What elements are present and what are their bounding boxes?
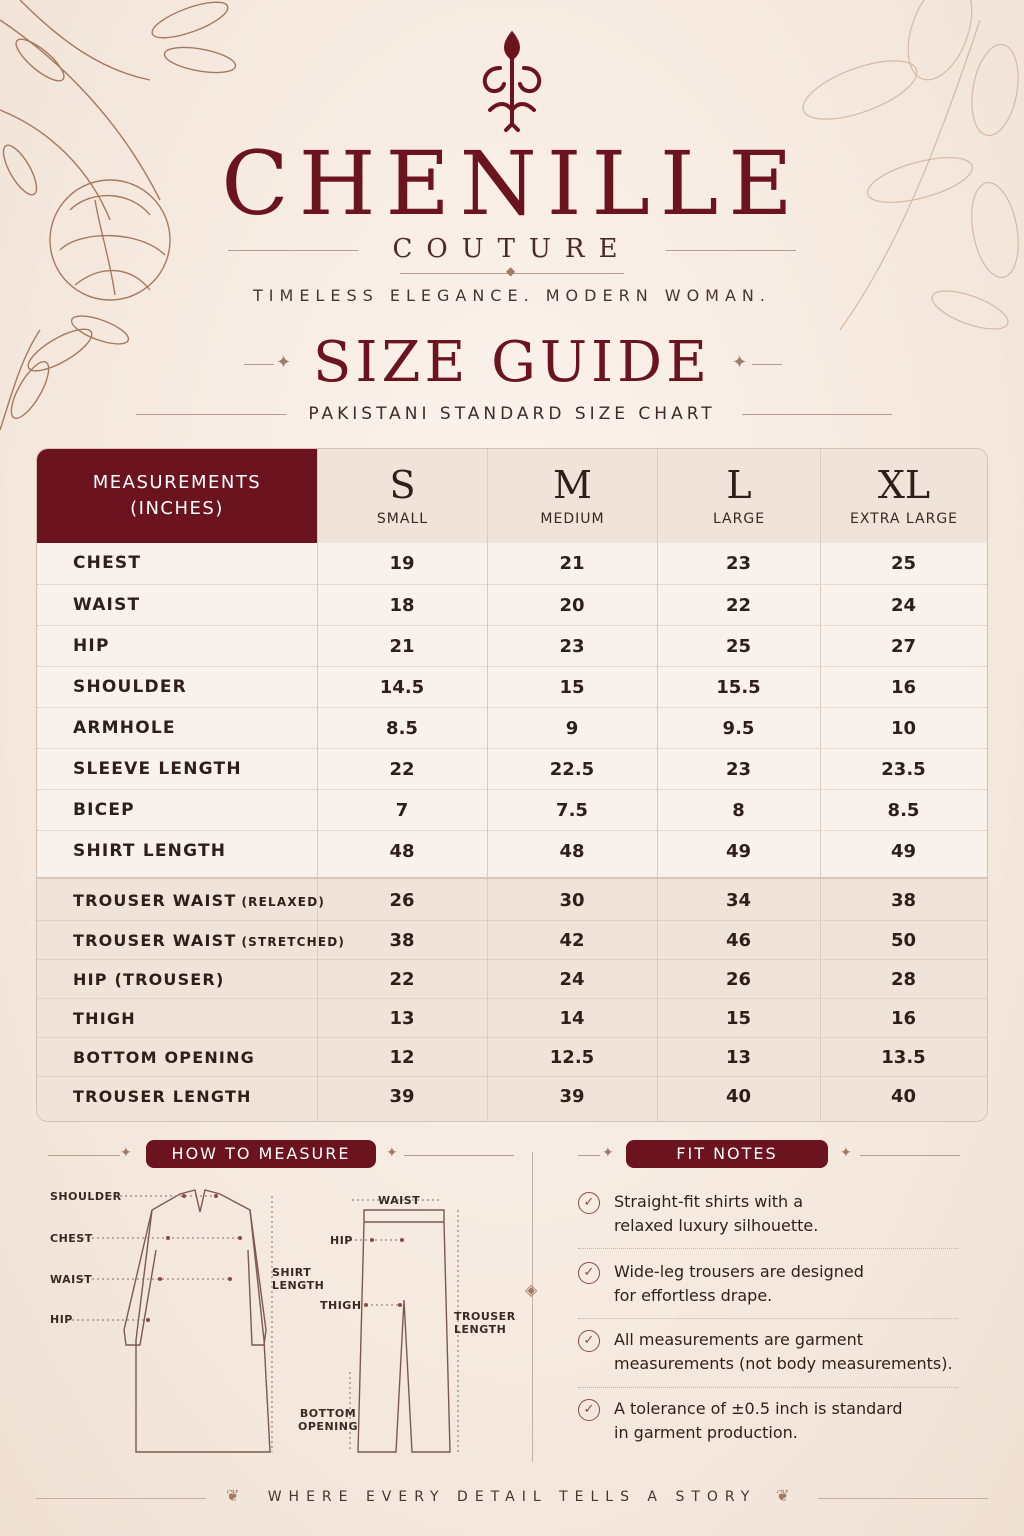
sparkle-icon: ✦ (386, 1145, 398, 1161)
size-value-cell: 15 (559, 677, 585, 698)
measure-rule-left (48, 1155, 120, 1156)
row-label-text: SHIRT LENGTH (73, 841, 227, 861)
chest-label: CHEST (50, 1232, 93, 1245)
size-value-cell: 22 (389, 969, 415, 990)
note-divider (578, 1387, 958, 1388)
row-label (73, 999, 136, 1039)
size-word: EXTRA LARGE (849, 511, 959, 527)
size-value-cell: 7.5 (556, 800, 588, 821)
size-value-cell: 12.5 (549, 1047, 595, 1068)
divider-ornament-icon: ◈ (525, 1280, 538, 1299)
row-label (73, 790, 135, 831)
size-value-cell: 24 (890, 595, 917, 616)
size-value-cell: 14 (559, 1008, 585, 1029)
size-value-cell: 10 (890, 718, 917, 739)
note-divider (578, 1318, 958, 1319)
size-value-cell: 40 (890, 1086, 917, 1107)
sparkle-icon: ✦ (602, 1145, 614, 1161)
page-subtitle: PAKISTANI STANDARD SIZE CHART (308, 404, 716, 424)
size-value-cell: 26 (389, 890, 415, 911)
row-label-text: TROUSER WAIST (73, 891, 237, 910)
thigh-label: THIGH (320, 1299, 362, 1312)
size-value-cell: 30 (559, 890, 585, 911)
row-label-text: TROUSER LENGTH (73, 1087, 252, 1106)
size-value-cell: 49 (725, 841, 752, 862)
fit-note-line: A tolerance of ±0.5 inch is standard (614, 1399, 903, 1418)
fit-note-item (578, 1190, 978, 1240)
size-value-cell: 15.5 (716, 677, 761, 698)
table-row (37, 789, 987, 830)
check-circle-icon: ✓ (578, 1330, 600, 1352)
sparkle-icon: ✦ (840, 1145, 852, 1161)
size-value-cell: 23 (559, 636, 585, 657)
size-value-cell: 16 (890, 1008, 917, 1029)
size-header-s (317, 449, 487, 543)
size-value-cell: 23.5 (881, 759, 926, 780)
size-value-cell: 42 (559, 930, 585, 951)
note-divider (578, 1248, 958, 1249)
brand-name: CHENILLE (221, 132, 803, 235)
fit-note-text (614, 1190, 818, 1238)
footer-rule-right (818, 1498, 988, 1499)
leaf-ornament-left-icon: ❦ (226, 1486, 240, 1505)
fit-note-line: relaxed luxury silhouette. (614, 1216, 819, 1235)
table-row (37, 543, 987, 584)
fit-note-text (614, 1397, 903, 1445)
size-value-cell: 39 (389, 1086, 415, 1107)
trouser-hip-label: HIP (330, 1234, 353, 1247)
size-value-cell: 39 (559, 1086, 585, 1107)
size-header-m (487, 449, 657, 543)
row-label (73, 881, 325, 922)
size-value-cell: 16 (890, 677, 917, 698)
size-value-cell: 25 (725, 636, 752, 657)
size-value-cell: 9 (565, 718, 579, 739)
waist-label: WAIST (50, 1273, 93, 1286)
title-rule-right (752, 364, 782, 365)
size-value-cell: 49 (890, 841, 917, 862)
garment-diagram-drawing (40, 1180, 520, 1470)
row-label (73, 626, 110, 667)
measurements-header-label: MEASUREMENTS (INCHES) (92, 472, 262, 519)
size-word: LARGE (712, 511, 766, 527)
table-row (37, 625, 987, 666)
table-row (37, 920, 987, 959)
size-chart-table (36, 448, 988, 1122)
row-label-text: SHOULDER (73, 677, 187, 697)
brand-monogram-logo (470, 28, 554, 132)
section-divider (532, 1152, 533, 1462)
fit-note-line: for effortless drape. (614, 1286, 773, 1305)
size-value-cell: 9.5 (722, 718, 755, 739)
fit-note-line: Straight-fit shirts with a (614, 1192, 804, 1211)
size-value-cell: 19 (389, 553, 415, 574)
row-label (73, 708, 176, 749)
size-value-cell: 50 (890, 930, 917, 951)
row-label (73, 831, 226, 872)
fit-note-item (578, 1397, 978, 1447)
how-to-measure-heading: HOW TO MEASURE (146, 1140, 376, 1168)
size-letter: S (389, 463, 416, 507)
row-label-text: BICEP (73, 800, 135, 820)
fit-note-item (578, 1260, 978, 1310)
fit-note-line: measurements (not body measurements). (614, 1354, 953, 1373)
size-value-cell: 48 (559, 841, 585, 862)
table-row (37, 666, 987, 707)
table-row (37, 1076, 987, 1115)
row-label (73, 921, 345, 962)
check-circle-icon: ✓ (578, 1262, 600, 1284)
trouser-length-label: TROUSER LENGTH (454, 1310, 516, 1336)
size-value-cell: 38 (890, 890, 917, 911)
table-row (37, 707, 987, 748)
row-label (73, 749, 242, 790)
size-value-cell: 28 (890, 969, 917, 990)
size-value-cell: 38 (389, 930, 415, 951)
size-value-cell: 26 (725, 969, 752, 990)
size-word: MEDIUM (540, 511, 605, 527)
size-letter: M (553, 463, 592, 507)
size-value-cell: 15 (725, 1008, 752, 1029)
fit-note-item (578, 1328, 978, 1378)
size-value-cell: 48 (389, 841, 415, 862)
size-header-xl (820, 449, 987, 543)
brand-tagline: TIMELESS ELEGANCE. MODERN WOMAN. (253, 286, 771, 305)
footer-tagline: WHERE EVERY DETAIL TELLS A STORY (267, 1489, 757, 1505)
row-label-text: THIGH (73, 1009, 136, 1028)
size-letter: XL (877, 463, 931, 507)
leaf-ornament-right-icon: ❦ (776, 1486, 790, 1505)
row-label-text: BOTTOM OPENING (73, 1048, 256, 1067)
fit-note-text (614, 1260, 864, 1308)
size-header-l (657, 449, 820, 543)
row-label-text: SLEEVE LENGTH (73, 759, 242, 779)
row-label (73, 1077, 252, 1117)
size-value-cell: 40 (725, 1086, 752, 1107)
size-word: SMALL (376, 511, 429, 527)
size-value-cell: 13.5 (881, 1047, 926, 1068)
fit-notes-heading: FIT NOTES (626, 1140, 828, 1168)
fit-note-text (614, 1328, 953, 1376)
hip-label: HIP (50, 1313, 73, 1326)
fit-note-line: All measurements are garment (614, 1330, 864, 1349)
sparkle-right-icon: ✦ (732, 352, 748, 373)
diamond-ornament-icon: ◆ (506, 264, 516, 278)
table-row (37, 830, 987, 871)
sparkle-icon: ✦ (120, 1145, 132, 1161)
row-label-text: WAIST (73, 595, 141, 615)
size-value-cell: 23 (725, 553, 752, 574)
size-value-cell: 34 (725, 890, 752, 911)
table-row (37, 998, 987, 1037)
row-label (73, 667, 187, 708)
page-title: SIZE GUIDE (313, 330, 711, 395)
size-value-cell: 8 (732, 800, 745, 821)
row-label (73, 1038, 255, 1078)
measurements-header-cell (37, 449, 317, 543)
size-value-cell: 8.5 (887, 800, 920, 821)
fit-rule-left (578, 1155, 600, 1156)
size-value-cell: 22 (725, 595, 752, 616)
table-row (37, 959, 987, 998)
trouser-waist-label: WAIST (378, 1194, 421, 1207)
size-value-cell: 27 (890, 636, 917, 657)
table-row (37, 584, 987, 625)
size-value-cell: 8.5 (386, 718, 418, 739)
size-value-cell: 22.5 (549, 759, 595, 780)
size-value-cell: 21 (389, 636, 415, 657)
sparkle-left-icon: ✦ (276, 352, 292, 373)
check-circle-icon: ✓ (578, 1192, 600, 1214)
table-row (37, 881, 987, 920)
row-label-text: CHEST (73, 553, 142, 573)
size-value-cell: 7 (395, 800, 409, 821)
table-row (37, 1037, 987, 1076)
row-label (73, 543, 141, 584)
measure-rule-right (404, 1155, 514, 1156)
measurement-diagram (40, 1180, 520, 1470)
subtitle-rule-right (742, 414, 892, 415)
size-value-cell: 46 (725, 930, 752, 951)
size-value-cell: 21 (559, 553, 585, 574)
size-value-cell: 13 (725, 1047, 752, 1068)
table-row (37, 748, 987, 789)
size-value-cell: 20 (559, 595, 585, 616)
shirt-length-label: SHIRT LENGTH (272, 1266, 325, 1292)
row-label-text: ARMHOLE (73, 718, 176, 738)
fit-rule-right (860, 1155, 960, 1156)
size-value-cell: 25 (890, 553, 917, 574)
fit-note-line: in garment production. (614, 1423, 798, 1442)
bottom-opening-label: BOTTOM OPENING (298, 1407, 358, 1433)
check-circle-icon: ✓ (578, 1399, 600, 1421)
size-value-cell: 14.5 (379, 677, 425, 698)
size-letter: L (726, 463, 752, 507)
size-value-cell: 23 (725, 759, 752, 780)
row-label-note: (STRETCHED) (241, 935, 346, 949)
shoulder-label: SHOULDER (50, 1190, 122, 1203)
size-value-cell: 12 (389, 1047, 415, 1068)
row-label-text: HIP (TROUSER) (73, 970, 225, 989)
row-label-note: (RELAXED) (241, 895, 326, 909)
fit-note-line: Wide-leg trousers are designed (614, 1262, 864, 1281)
table-header (37, 449, 987, 543)
size-value-cell: 13 (389, 1008, 415, 1029)
size-value-cell: 22 (389, 759, 415, 780)
row-label-text: TROUSER WAIST (73, 931, 237, 950)
size-value-cell: 24 (559, 969, 585, 990)
row-label (73, 585, 140, 626)
row-label-text: HIP (73, 636, 110, 656)
row-label (73, 960, 224, 1000)
brand-subname: COUTURE (392, 234, 632, 264)
size-value-cell: 18 (389, 595, 415, 616)
